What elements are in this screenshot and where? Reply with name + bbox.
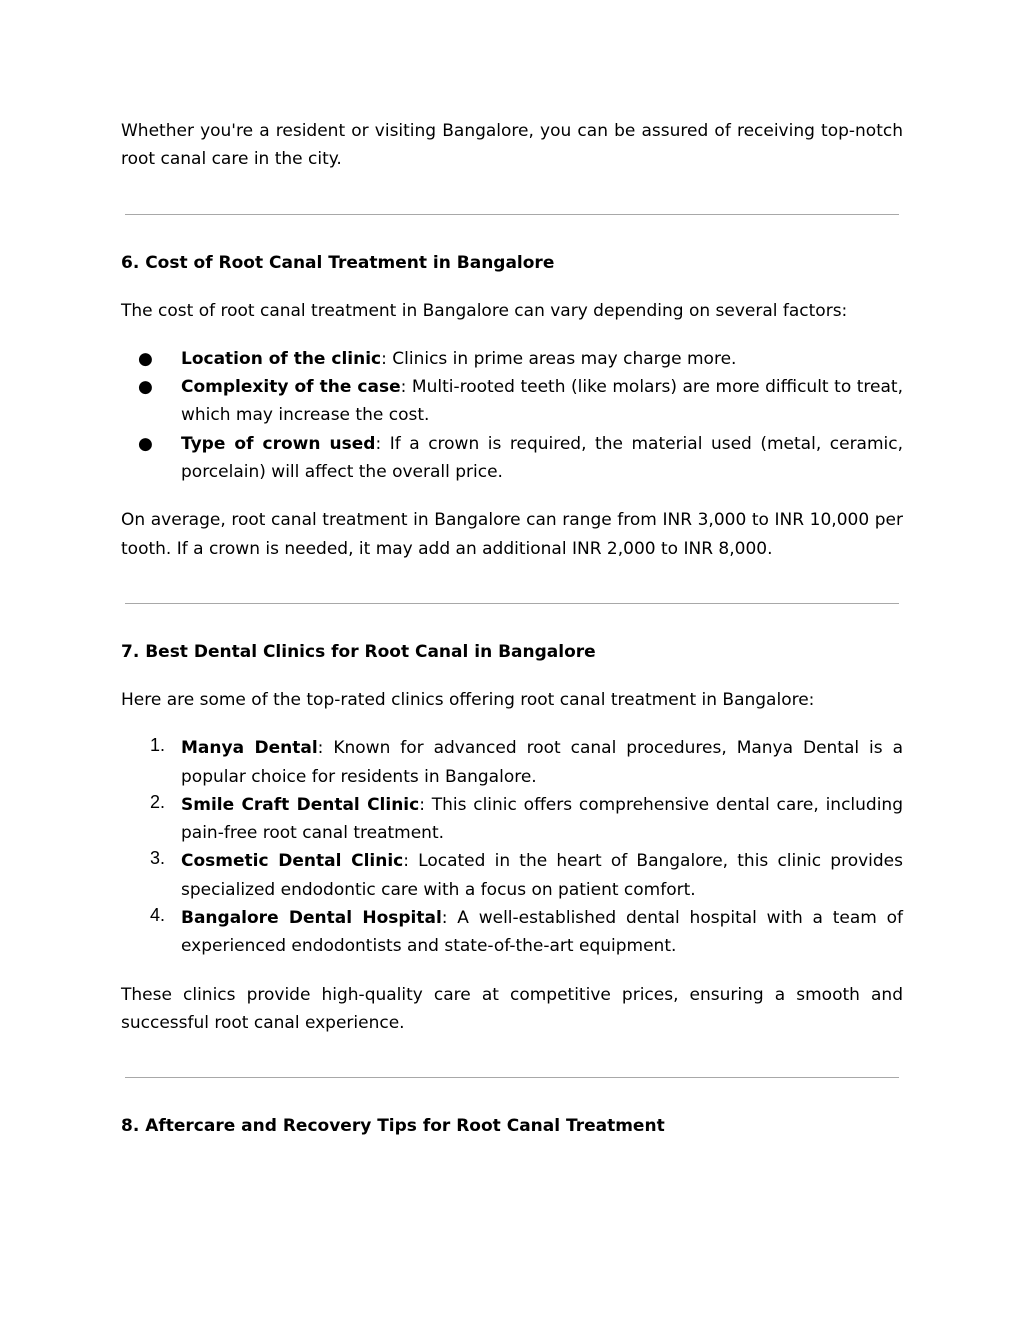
- list-item-term: Complexity of the case: [181, 377, 401, 398]
- list-item-term: Location of the clinic: [181, 348, 382, 369]
- list-item: [121, 734, 903, 791]
- section-divider: [125, 603, 899, 604]
- list-number: 1.: [150, 735, 166, 756]
- clinic-description: : Known for advanced root canal procedures, Manya Dental is a popular choice for residents in Bangalore.: [181, 738, 903, 787]
- list-item: [121, 791, 903, 848]
- list-item: [121, 373, 903, 430]
- list-item: [121, 904, 903, 961]
- list-item-term: Type of crown used: [181, 433, 376, 454]
- list-item: [121, 847, 903, 904]
- section-7-summary: These clinics provide high-quality care at competitive prices, ensuring a smooth and successful root canal experience.: [121, 984, 903, 1033]
- clinics-list: [121, 734, 903, 960]
- section-divider: [125, 1077, 899, 1078]
- section-7-intro: Here are some of the top-rated clinics offering root canal treatment in Bangalore:: [121, 689, 815, 710]
- bullet-marker: ●: [138, 433, 153, 454]
- bullet-marker: ●: [138, 348, 153, 369]
- clinic-name: Smile Craft Dental Clinic: [181, 794, 420, 815]
- clinic-description: : A well-established dental hospital with a team of experienced endodontists and state-of-the-art equipment.: [181, 908, 903, 957]
- clinic-name: Manya Dental: [181, 738, 318, 759]
- section-6-intro: The cost of root canal treatment in Bangalore can vary depending on several factors:: [121, 300, 848, 321]
- clinic-description: : Located in the heart of Bangalore, this clinic provides specialized endodontic care with a focus on patient comfort.: [181, 851, 903, 900]
- document-page: [121, 117, 903, 1140]
- bullet-marker: ●: [138, 377, 153, 398]
- clinic-name: Bangalore Dental Hospital: [181, 908, 442, 929]
- cost-factors-list: [121, 345, 903, 486]
- list-item: [121, 345, 903, 373]
- list-item-text: : Multi-rooted teeth (like molars) are more difficult to treat, which may increase the cost.: [181, 377, 903, 426]
- list-number: 2.: [150, 791, 166, 812]
- section-7-heading: 7. Best Dental Clinics for Root Canal in Bangalore: [121, 641, 596, 662]
- list-item-text: : Clinics in prime areas may charge more.: [381, 348, 737, 369]
- list-item: [121, 430, 903, 487]
- section-6-summary: On average, root canal treatment in Bangalore can range from INR 3,000 to INR 10,000 per tooth. If a crown is needed, it may add an additional INR 2,000 to INR 8,000.: [121, 510, 903, 559]
- section-6-heading: 6. Cost of Root Canal Treatment in Bangalore: [121, 252, 555, 273]
- list-item-text: : If a crown is required, the material used (metal, ceramic, porcelain) will affect the overall price.: [181, 433, 904, 483]
- section-divider: [125, 214, 899, 215]
- intro-paragraph: Whether you're a resident or visiting Bangalore, you can be assured of receiving top-notch root canal care in the city.: [121, 121, 903, 170]
- list-number: 4.: [150, 905, 166, 926]
- section-8-heading: 8. Aftercare and Recovery Tips for Root Canal Treatment: [121, 1116, 665, 1137]
- clinic-name: Cosmetic Dental Clinic: [181, 851, 404, 872]
- clinic-description: : This clinic offers comprehensive dental care, including pain-free root canal treatment.: [181, 794, 903, 844]
- list-number: 3.: [150, 848, 166, 869]
